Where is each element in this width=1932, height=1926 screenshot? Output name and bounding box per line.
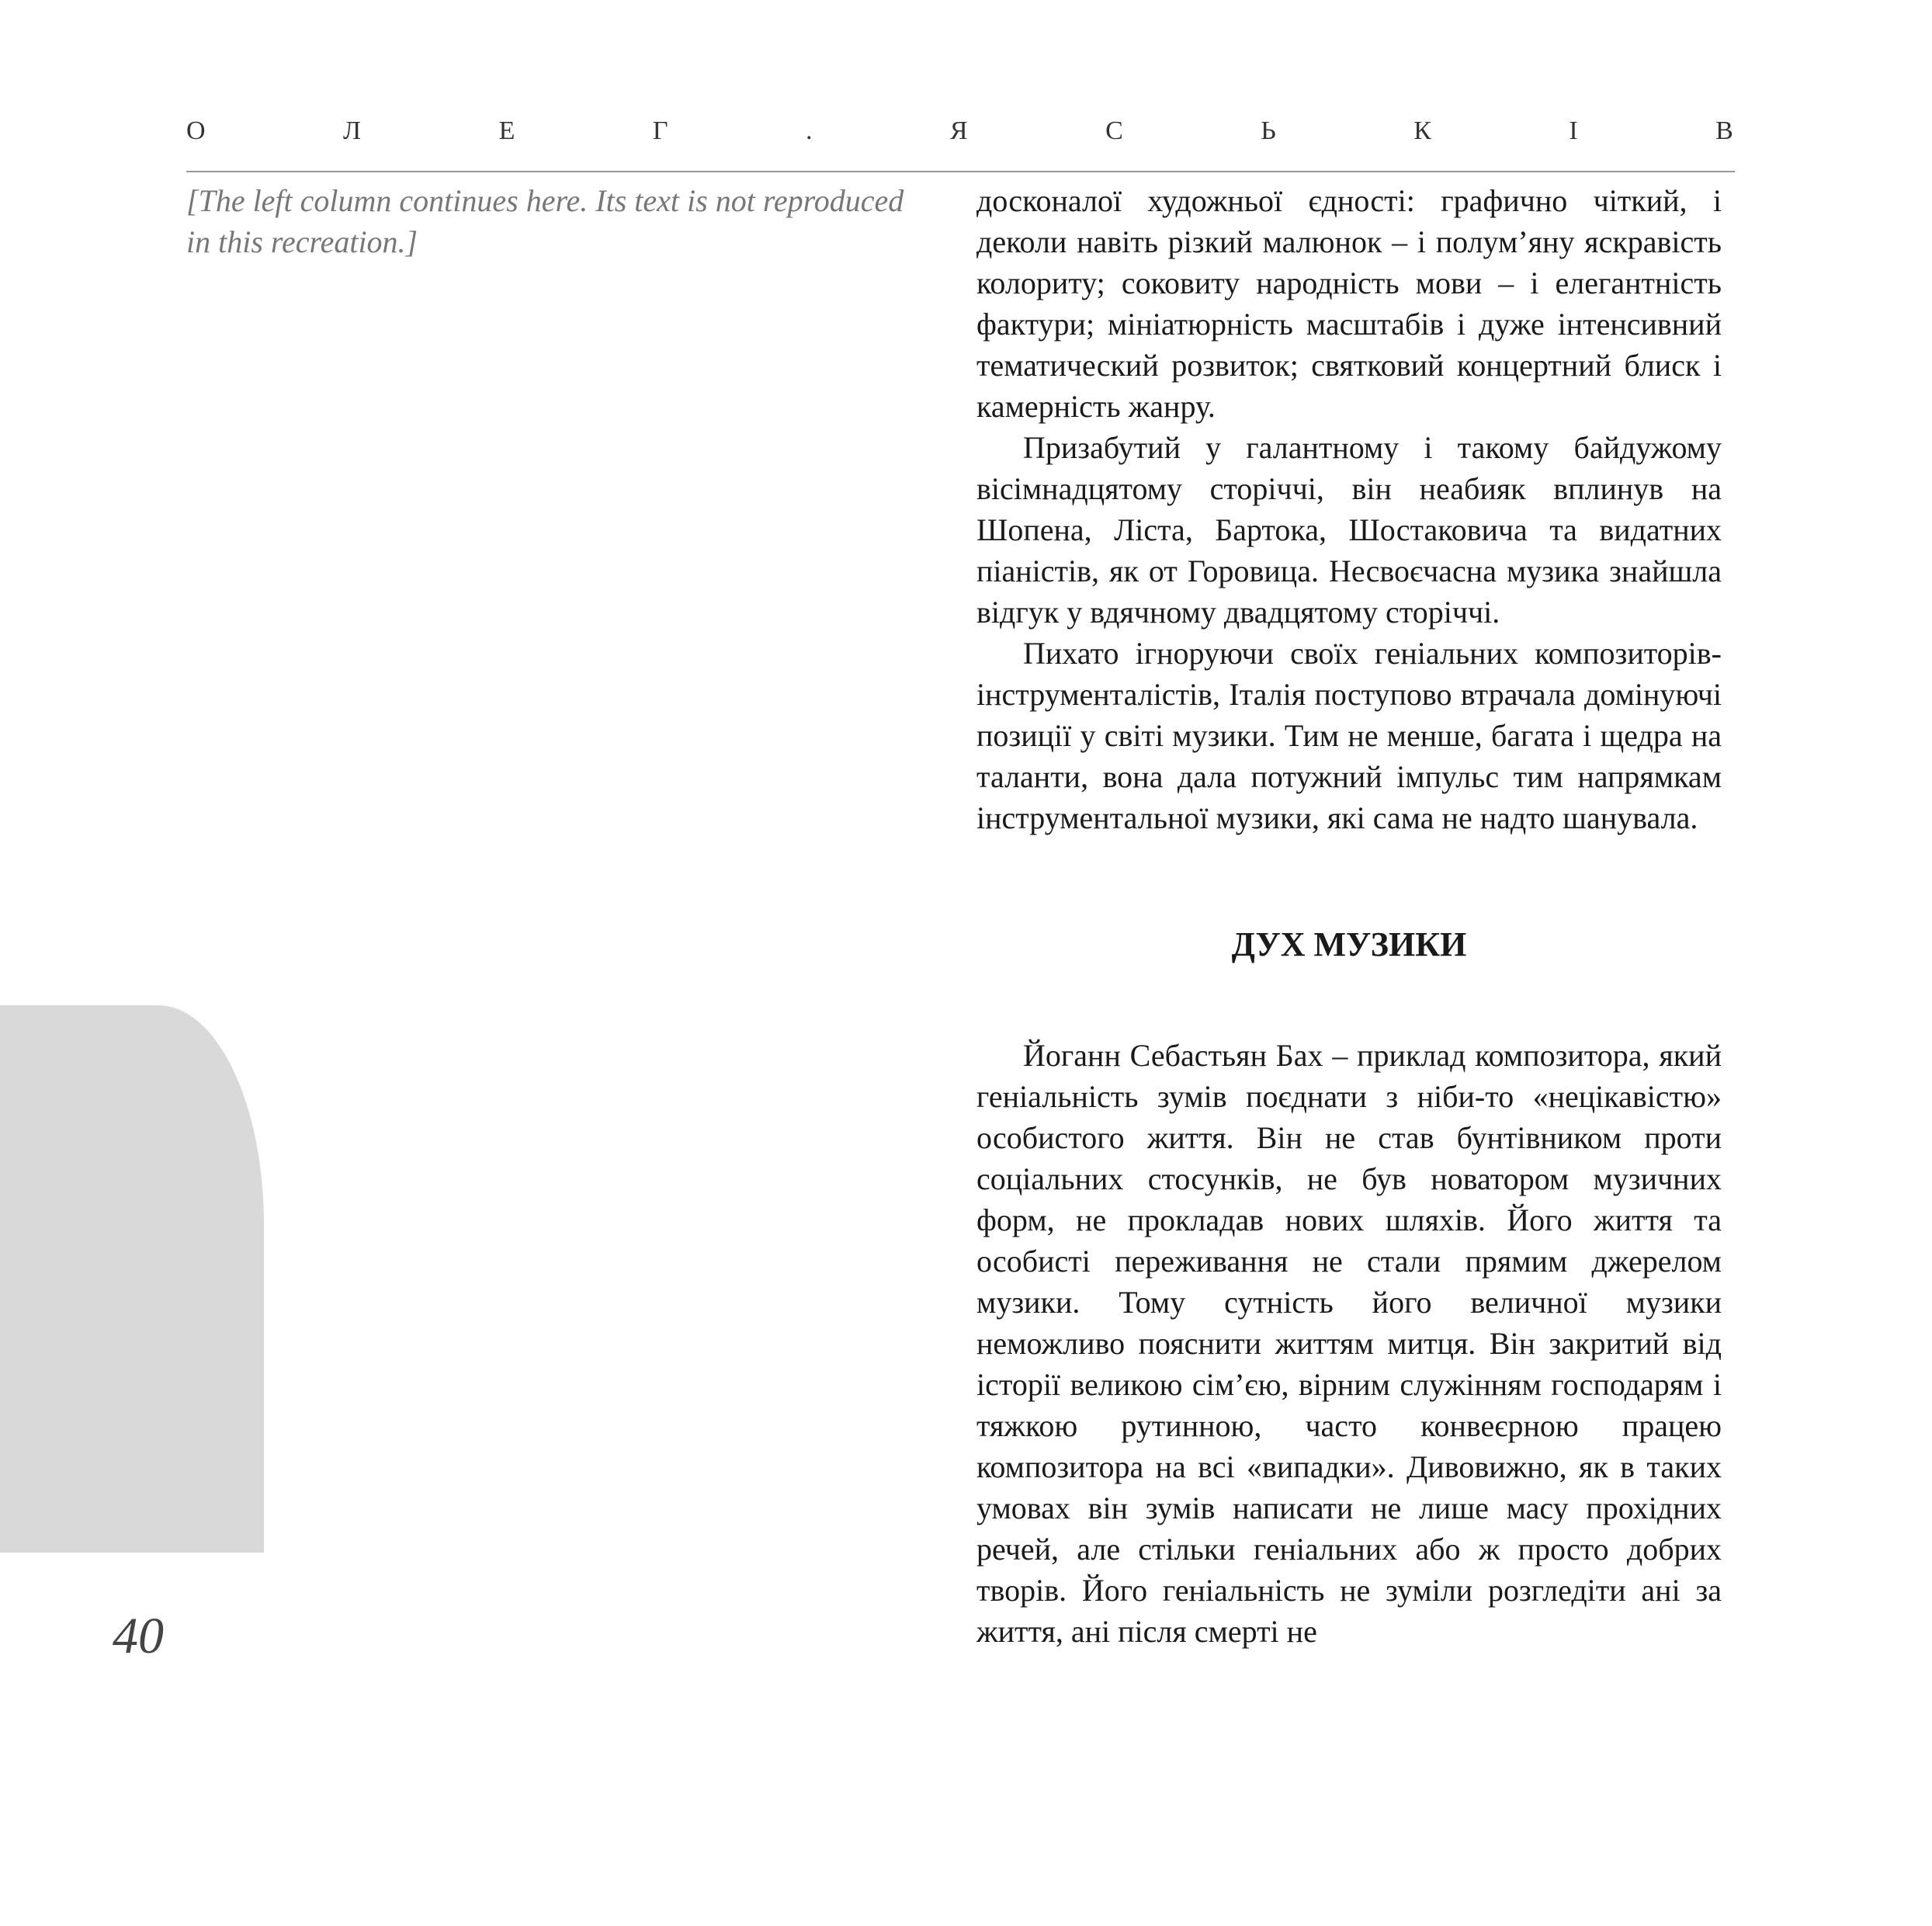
- author-photo: [0, 1005, 264, 1553]
- right-paragraph-3: Пихато ігноруючи своїх геніальних композиторів-інструменталістів, Італія поступово втрачала домінуючі позиції у світі музики. Тим не менше, багата і щедра на таланти, вона дала потужний імпульс тим напрямкам інструментальної музики, які сама не надто шанувала.: [976, 636, 1722, 835]
- header-letter: В: [1715, 116, 1735, 145]
- header-letter: О: [186, 116, 207, 145]
- header-letter: Я: [949, 116, 969, 145]
- section-heading: ДУХ МУЗИКИ: [1231, 925, 1467, 963]
- right-column: [976, 180, 1722, 1652]
- left-column-placeholder: [The left column continues here. Its text is not reproduced in this recreation.]: [186, 183, 904, 259]
- header-letter: І: [1569, 116, 1580, 145]
- header-letter: С: [1105, 116, 1125, 145]
- running-header: [186, 116, 1735, 146]
- header-letter: Л: [343, 116, 363, 145]
- left-column: [186, 180, 931, 262]
- page-number: 40: [113, 1608, 164, 1664]
- header-letter: Е: [498, 116, 517, 145]
- header-letter: К: [1413, 116, 1433, 145]
- header-rule: [186, 171, 1735, 172]
- right-paragraph-1: досконалої художньої єдності: графично чіткий, і деколи навіть різкий малюнок – і полум’яну яскравість колориту; соковиту народність мови – і елегантність фактури; мініатюрність масштабів і дуже інтенсивний тематический розвиток; святковий концертний блиск і камерність жанру.: [976, 183, 1722, 424]
- header-letter: Г: [652, 116, 670, 145]
- right-paragraph-4: Йоганн Себастьян Бах – приклад композитора, який геніальність зумів поєднати з ніби-то «нецікавістю» особистого життя. Він не став бунтівником проти соціальних стосунків, не був новатором музичних форм, не прокладав нових шляхів. Його життя та особисті переживання не стали прямим джерелом музики. Тому сутність його величної музики неможливо пояснити життям митця. Він закритий від історії великою сім’єю, вірним служінням господарям і тяжкою рутинною, часто конвеєрною працею композитора на всі «випадки». Дивовижно, як в таких умовах він зумів написати не лише масу прохідних речей, але стільки геніальних або ж просто добрих творів. Його геніальність не зуміли розгледіти ані за життя, ані після смерті не: [976, 1038, 1722, 1649]
- header-letter: .: [805, 116, 814, 145]
- header-letter: Ь: [1261, 116, 1278, 145]
- right-paragraph-2: Призабутий у галантному і такому байдужому вісімнадцятому сторіччі, він неабияк вплинув на Шопена, Ліста, Бартока, Шостаковича та видатних піаністів, як от Горовица. Несвоєчасна музика знайшла відгук у вдячному двадцятому сторіччі.: [976, 430, 1722, 630]
